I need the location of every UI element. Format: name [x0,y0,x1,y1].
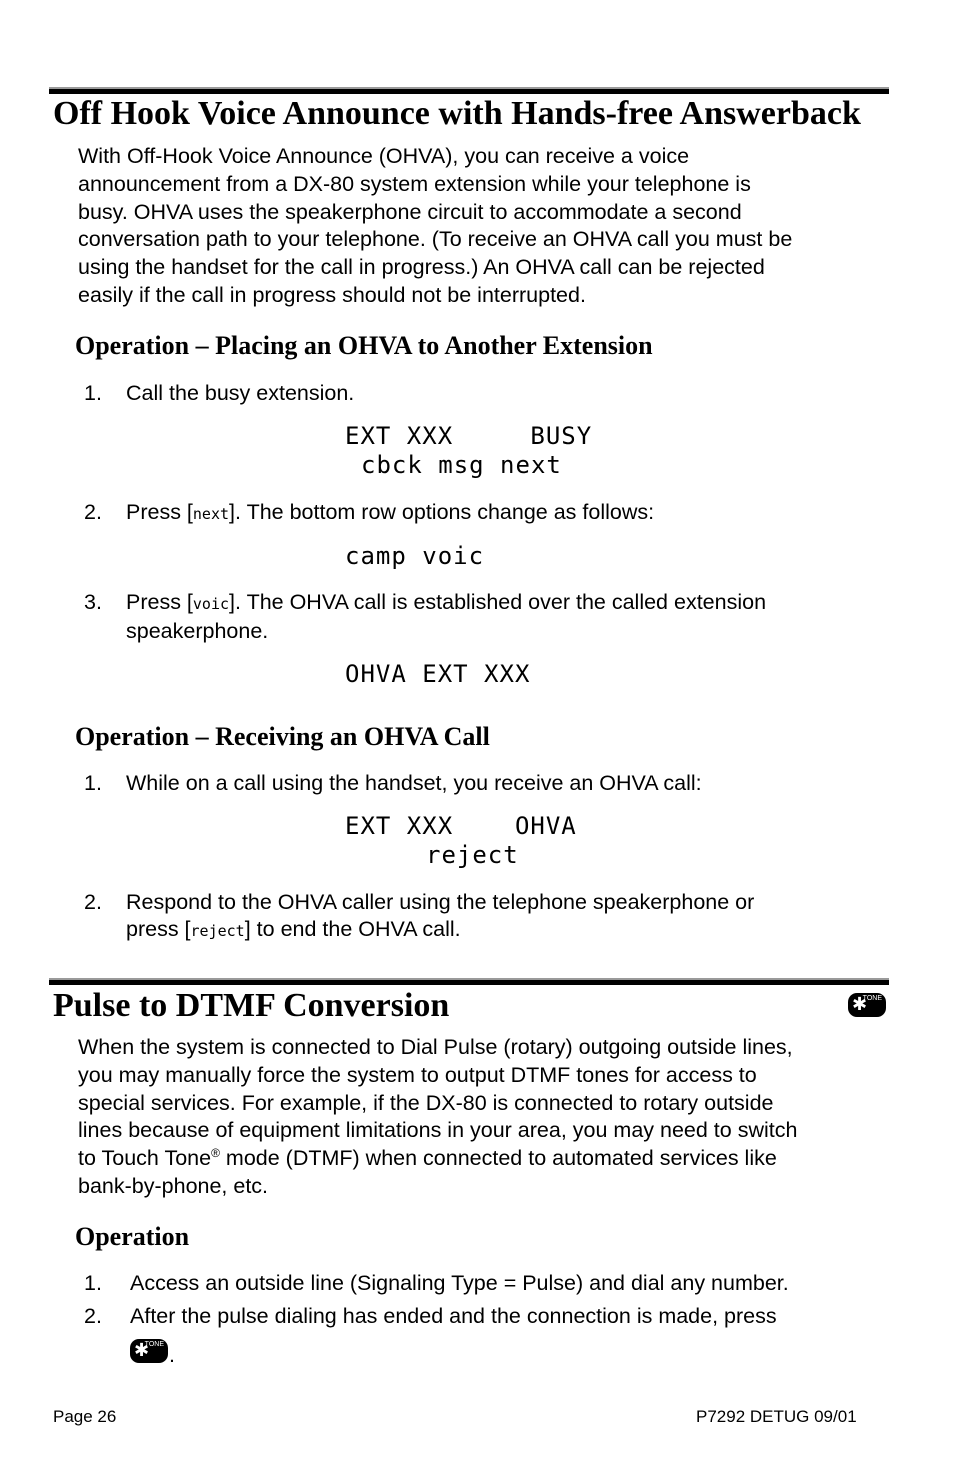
paragraph-line: using the handset for the call in progress.) An OHVA call can be rejected [78,255,765,280]
step-text-line2 [126,915,461,945]
paragraph-line: you may manually force the system to output DTMF tones for access to [78,1062,757,1087]
subsection-title-placing: Operation – Placing an OHVA to Another Extension [75,331,653,360]
step-text: While on a call using the handset, you receive an OHVA call: [126,771,702,795]
paragraph-line: busy. OHVA uses the speakerphone circuit to accommodate a second [78,199,742,224]
paragraph-line [78,1145,890,1173]
lcd-display-row2: reject [426,841,519,869]
lcd-display-row1: EXT XXX OHVA [345,812,577,840]
step-text-pre: Press [ [126,590,193,614]
section-title-ohva: Off Hook Voice Announce with Hands-free Answerback [53,95,861,132]
step-number: 2. [84,890,102,914]
step-text: Access an outside line (Signaling Type = Pulse) and dial any number. [130,1271,789,1295]
step-text-post: ]. The bottom row options change as follows: [229,500,655,524]
lcd-display-row1: OHVA EXT XXX [345,660,531,688]
step-text-post: ]. The OHVA call is established over the called extension [229,590,767,614]
step-text-line2: speakerphone. [126,619,269,643]
paragraph-line: announcement from a DX-80 system extension while your telephone is [78,171,751,196]
step-number: 1. [84,1271,102,1295]
step-number: 2. [84,500,102,524]
softkey-next: next [192,505,230,523]
step-number: 2. [84,1304,102,1328]
ohva-intro-paragraph [78,143,890,310]
pulse-intro-paragraph [78,1034,890,1201]
footer-page-number: Page 26 [53,1407,117,1426]
paragraph-line: conversation path to your telephone. (To receive an OHVA call you must be [78,227,793,252]
step-text-pre: press [ [126,917,191,941]
step-text-post: ] to end the OHVA call. [244,917,461,941]
step-text-pre: Press [ [126,500,193,524]
tone-key-label: TONE [862,995,882,1002]
paragraph-line: easily if the call in progress should not be interrupted. [78,282,586,307]
step-text: After the pulse dialing has ended and the connection is made, press [130,1304,777,1328]
subsection-title-operation: Operation [75,1222,190,1251]
footer-document-id: P7292 DETUG 09/01 [696,1407,857,1426]
section-title-pulse-dtmf: Pulse to DTMF Conversion [53,987,450,1024]
lcd-display-row1: EXT XXX BUSY [345,422,593,450]
lcd-display-row2: cbck msg next [361,451,562,479]
tone-key-icon [848,993,886,1017]
step-text-end: . [169,1343,175,1367]
softkey-voic: voic [192,595,230,613]
touch-tone-text: to Touch Tone [78,1146,212,1171]
star-icon: ✱ [134,1340,150,1361]
step-number: 1. [84,381,102,405]
step-text: Respond to the OHVA caller using the telephone speakerphone or [126,890,755,914]
subsection-title-receiving: Operation – Receiving an OHVA Call [75,722,490,751]
softkey-reject: reject [190,922,245,940]
section-rule [49,89,889,94]
paragraph-line: lines because of equipment limitations in your area, you may need to switch [78,1118,798,1143]
paragraph-line: special services. For example, if the DX-80 is connected to rotary outside [78,1090,774,1115]
step-text: Call the busy extension. [126,381,355,405]
star-icon: ✱ [852,994,868,1015]
paragraph-line: With Off-Hook Voice Announce (OHVA), you can receive a voice [78,144,690,168]
tone-key-label: TONE [144,1341,164,1348]
paragraph-line: bank-by-phone, etc. [78,1173,269,1198]
registered-mark: ® [211,1146,220,1161]
section-rule [49,980,889,985]
step-text [126,498,654,528]
step-number: 3. [84,590,102,614]
step-number: 1. [84,771,102,795]
step-text [126,588,766,618]
paragraph-line: When the system is connected to Dial Pulse (rotary) outgoing outside lines, [78,1035,793,1059]
lcd-display-row1: camp voic [345,542,485,570]
tone-key-icon [130,1339,168,1363]
paragraph-text: mode (DTMF) when connected to automated services like [219,1146,777,1171]
